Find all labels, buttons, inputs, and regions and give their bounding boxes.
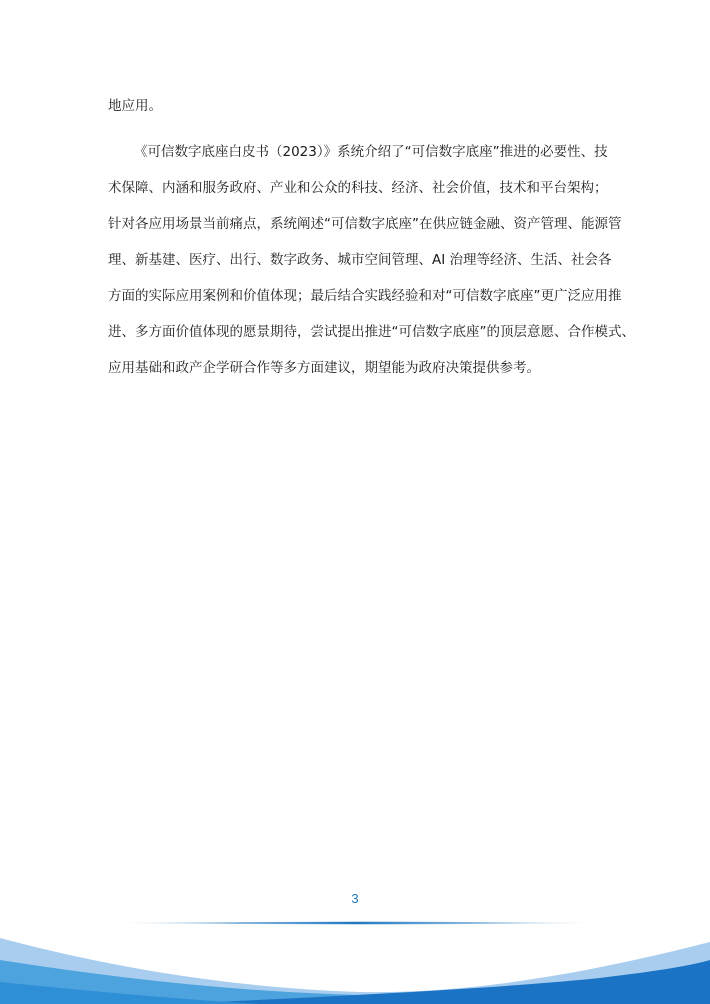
text-line: 理、新基建、医疗、出行、数字政务、城市空间管理、AI 治理等经济、生活、社会各 [108, 252, 612, 268]
page-number: 3 [351, 891, 359, 906]
text-line-continuation: 地应用。 [108, 98, 162, 114]
text-line-paragraph-start: 《可信数字底座白皮书（2023）》系统介绍了“可信数字底座”推进的必要性、技 [134, 144, 608, 160]
text-line: 应用基础和政产企学研合作等多方面建议，期望能为政府决策提供参考。 [108, 360, 540, 376]
footer-wave-decoration [0, 930, 710, 1004]
text-line: 进、多方面价值体现的愿景期待，尝试提出推进“可信数字底座”的顶层意愿、合作模式、 [108, 324, 635, 340]
footer-divider-line [108, 921, 602, 925]
text-line: 方面的实际应用案例和价值体现；最后结合实践经验和对“可信数字底座”更广泛应用推 [108, 288, 622, 304]
text-line: 针对各应用场景当前痛点，系统阐述“可信数字底座”在供应链金融、资产管理、能源管 [108, 216, 622, 232]
text-line: 术保障、内涵和服务政府、产业和公众的科技、经济、社会价值，技术和平台架构； [108, 180, 608, 196]
